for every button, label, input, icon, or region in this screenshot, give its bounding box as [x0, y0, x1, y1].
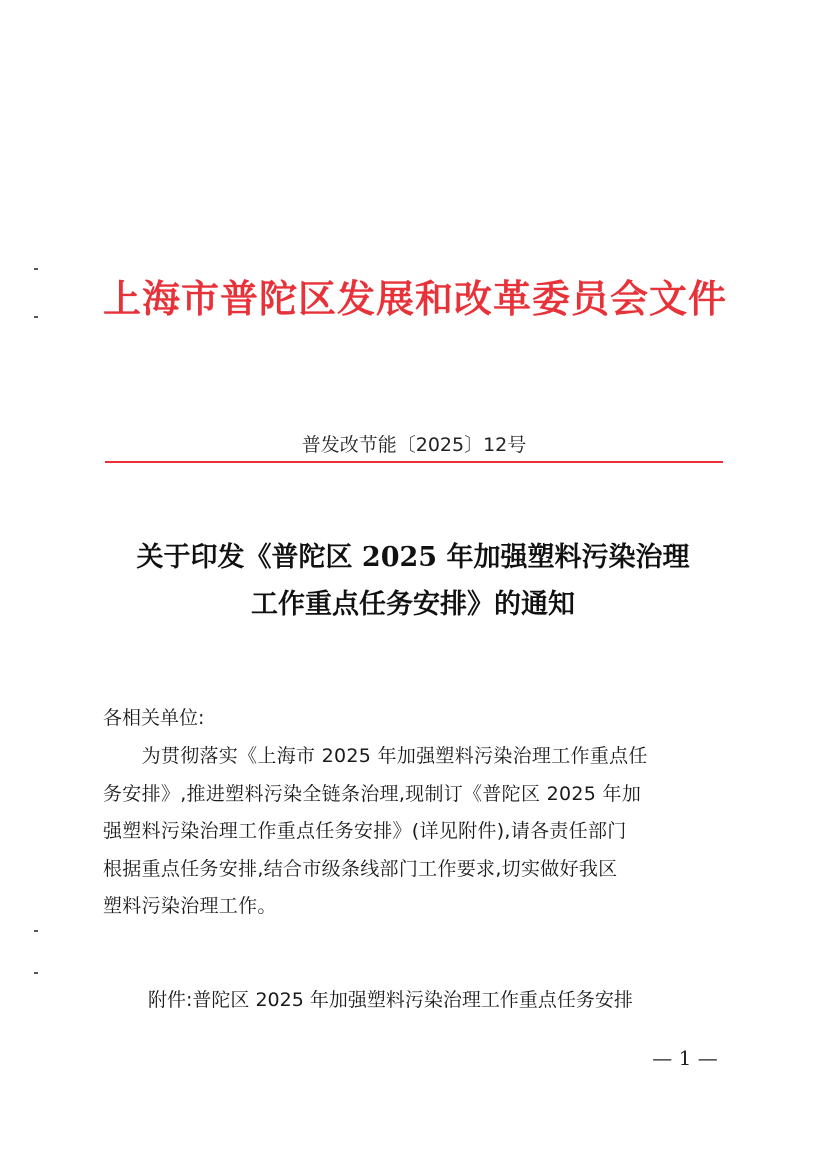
- title-line-1: 关于印发《普陀区 2025 年加强塑料污染治理: [136, 542, 690, 573]
- paragraph-line: 塑料污染治理工作。: [103, 895, 277, 917]
- margin-mark: [34, 972, 38, 974]
- attachment-note: 附件:普陀区 2025 年加强塑料污染治理工作重点任务安排: [148, 989, 633, 1011]
- notice-title: [80, 534, 746, 628]
- margin-mark: [34, 930, 38, 932]
- agency-header: 上海市普陀区发展和改革委员会文件: [102, 276, 727, 321]
- body-paragraph: [103, 738, 723, 926]
- document-number: 普发改节能〔2025〕12号: [301, 434, 527, 456]
- paragraph-line: 为贯彻落实《上海市 2025 年加强塑料污染治理工作重点任: [103, 745, 648, 767]
- paragraph-line: 务安排》,推进塑料污染全链条治理,现制订《普陀区 2025 年加: [103, 782, 642, 805]
- red-divider-line: [105, 461, 723, 463]
- paragraph-line: 强塑料污染治理工作重点任务安排》(详见附件),请各责任部门: [103, 820, 627, 842]
- margin-mark: [34, 268, 38, 270]
- margin-mark: [34, 316, 38, 318]
- page-number: — 1 —: [652, 1046, 718, 1070]
- title-line-2: 工作重点任务安排》的通知: [251, 589, 575, 620]
- paragraph-line: 根据重点任务安排,结合市级条线部门工作要求,切实做好我区: [103, 857, 618, 880]
- salutation: 各相关单位:: [103, 707, 205, 729]
